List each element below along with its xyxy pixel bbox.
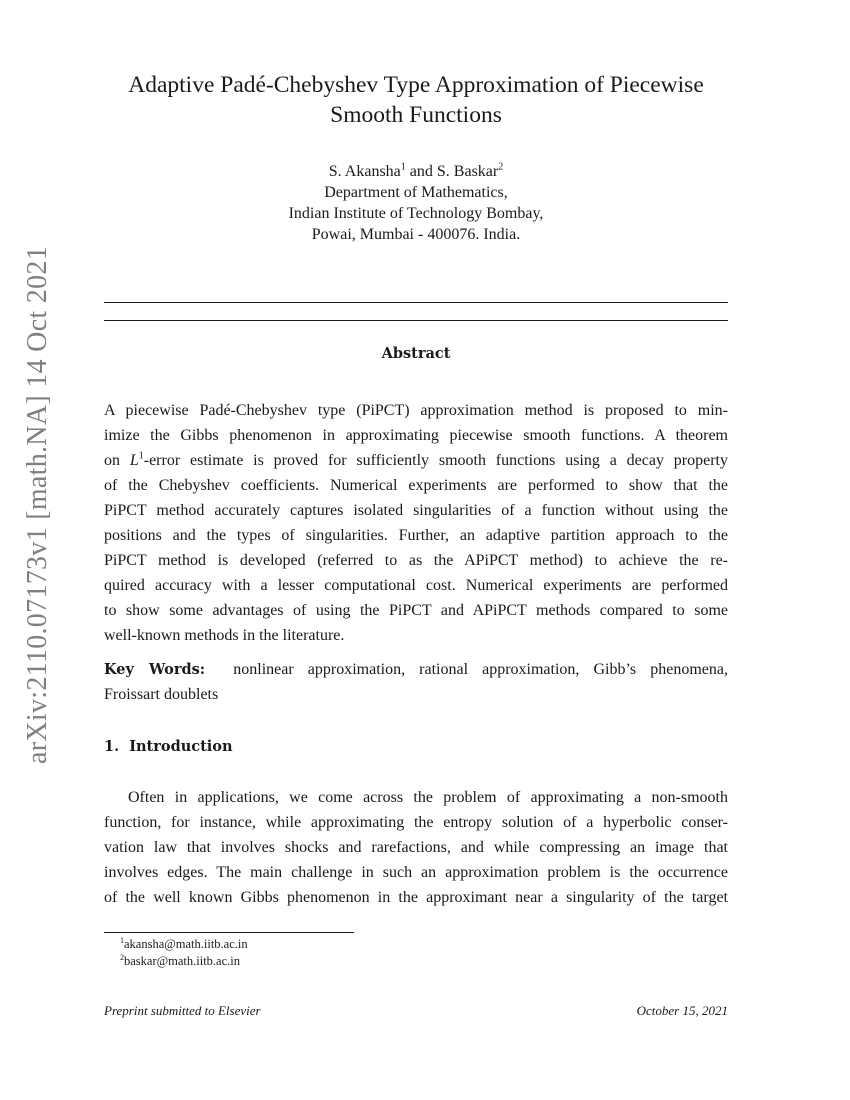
abstract-line-with-math — [104, 448, 728, 473]
intro-line: vation law that involves shocks and rarefactions, and while compressing an image that — [104, 839, 728, 856]
footnotes — [120, 936, 248, 970]
abstract-line: A piecewise Padé-Chebyshev type (PiPCT) approximation method is proposed to min- — [104, 402, 728, 419]
footer-date: October 15, 2021 — [636, 1003, 728, 1018]
author-2: S. Baskar — [436, 163, 499, 180]
abstract-line: positions and the types of singularities. Further, an adaptive partition approach to the — [104, 527, 728, 544]
abstract-body — [104, 398, 728, 648]
footnote-2-mark: 2 — [120, 952, 124, 962]
top-rule-1 — [104, 302, 728, 303]
keywords-list: nonlinear approximation, rational approximation, Gibb’s phenomena, — [205, 661, 728, 678]
keywords-block — [104, 657, 728, 707]
intro-line: Often in applications, we come across the problem of approximating a non-smooth — [128, 789, 728, 806]
math-superscript: 1 — [138, 450, 144, 462]
author-1-footnote-mark: 1 — [400, 161, 406, 173]
keywords-line-2: Froissart doublets — [104, 686, 219, 703]
math-symbol-l: L — [129, 452, 139, 469]
author-block — [100, 161, 732, 245]
abstract-text: -error estimate is proved for sufficiently smooth functions using a decay property — [143, 452, 728, 469]
abstract-line: imize the Gibbs phenomenon in approximating piecewise smooth functions. A theorem — [104, 427, 728, 444]
title-line-2: Smooth Functions — [330, 102, 502, 128]
title-line-1: Adaptive Padé-Chebyshev Type Approximation of Piecewise — [128, 72, 704, 98]
introduction-body — [104, 785, 728, 910]
keywords-line-1 — [104, 657, 728, 682]
intro-line: of the well known Gibbs phenomenon in the approximant near a singularity of the target — [104, 889, 728, 906]
author-names — [100, 161, 732, 182]
intro-line: function, for instance, while approximating the entropy solution of a hyperbolic conser- — [104, 814, 728, 831]
abstract-line: PiPCT method accurately captures isolated singularities of a function without using the — [104, 502, 728, 519]
abstract-text: on — [104, 452, 130, 469]
footnote-2-email: baskar@math.iitb.ac.in — [124, 954, 240, 968]
author-institute: Indian Institute of Technology Bombay, — [288, 205, 544, 222]
abstract-line: to show some advantages of using the PiPCT and APiPCT methods compared to some — [104, 602, 728, 619]
author-2-footnote-mark: 2 — [498, 161, 504, 173]
section-heading-introduction: 1. Introduction — [104, 738, 233, 755]
abstract-heading: Abstract — [381, 345, 451, 362]
author-conjunction: and — [405, 163, 437, 180]
abstract-line: quired accuracy with a lesser computational cost. Numerical experiments are performed — [104, 577, 728, 594]
arxiv-identifier-stamp: arXiv:2110.07173v1 [math.NA] 14 Oct 2021 — [22, 246, 53, 764]
top-rule-2 — [104, 320, 728, 321]
footnote-1 — [120, 936, 248, 953]
author-1: S. Akansha — [328, 163, 401, 180]
abstract-line: well-known methods in the literature. — [104, 627, 345, 644]
author-address: Powai, Mumbai - 400076. India. — [311, 226, 521, 243]
keywords-label: Key Words: — [104, 661, 206, 678]
footnote-rule — [104, 932, 354, 933]
footnote-1-mark: 1 — [120, 935, 124, 945]
paper-title — [100, 70, 732, 130]
footnote-1-email: akansha@math.iitb.ac.in — [124, 937, 248, 951]
author-department: Department of Mathematics, — [324, 184, 508, 201]
footer-preprint-note: Preprint submitted to Elsevier — [104, 1003, 261, 1018]
abstract-line: PiPCT method is developed (referred to as the APiPCT method) to achieve the re- — [104, 552, 728, 569]
abstract-line: of the Chebyshev coefficients. Numerical experiments are performed to show that the — [104, 477, 728, 494]
intro-line: involves edges. The main challenge in such an approximation problem is the occurrence — [104, 864, 728, 881]
footnote-2 — [120, 953, 248, 970]
